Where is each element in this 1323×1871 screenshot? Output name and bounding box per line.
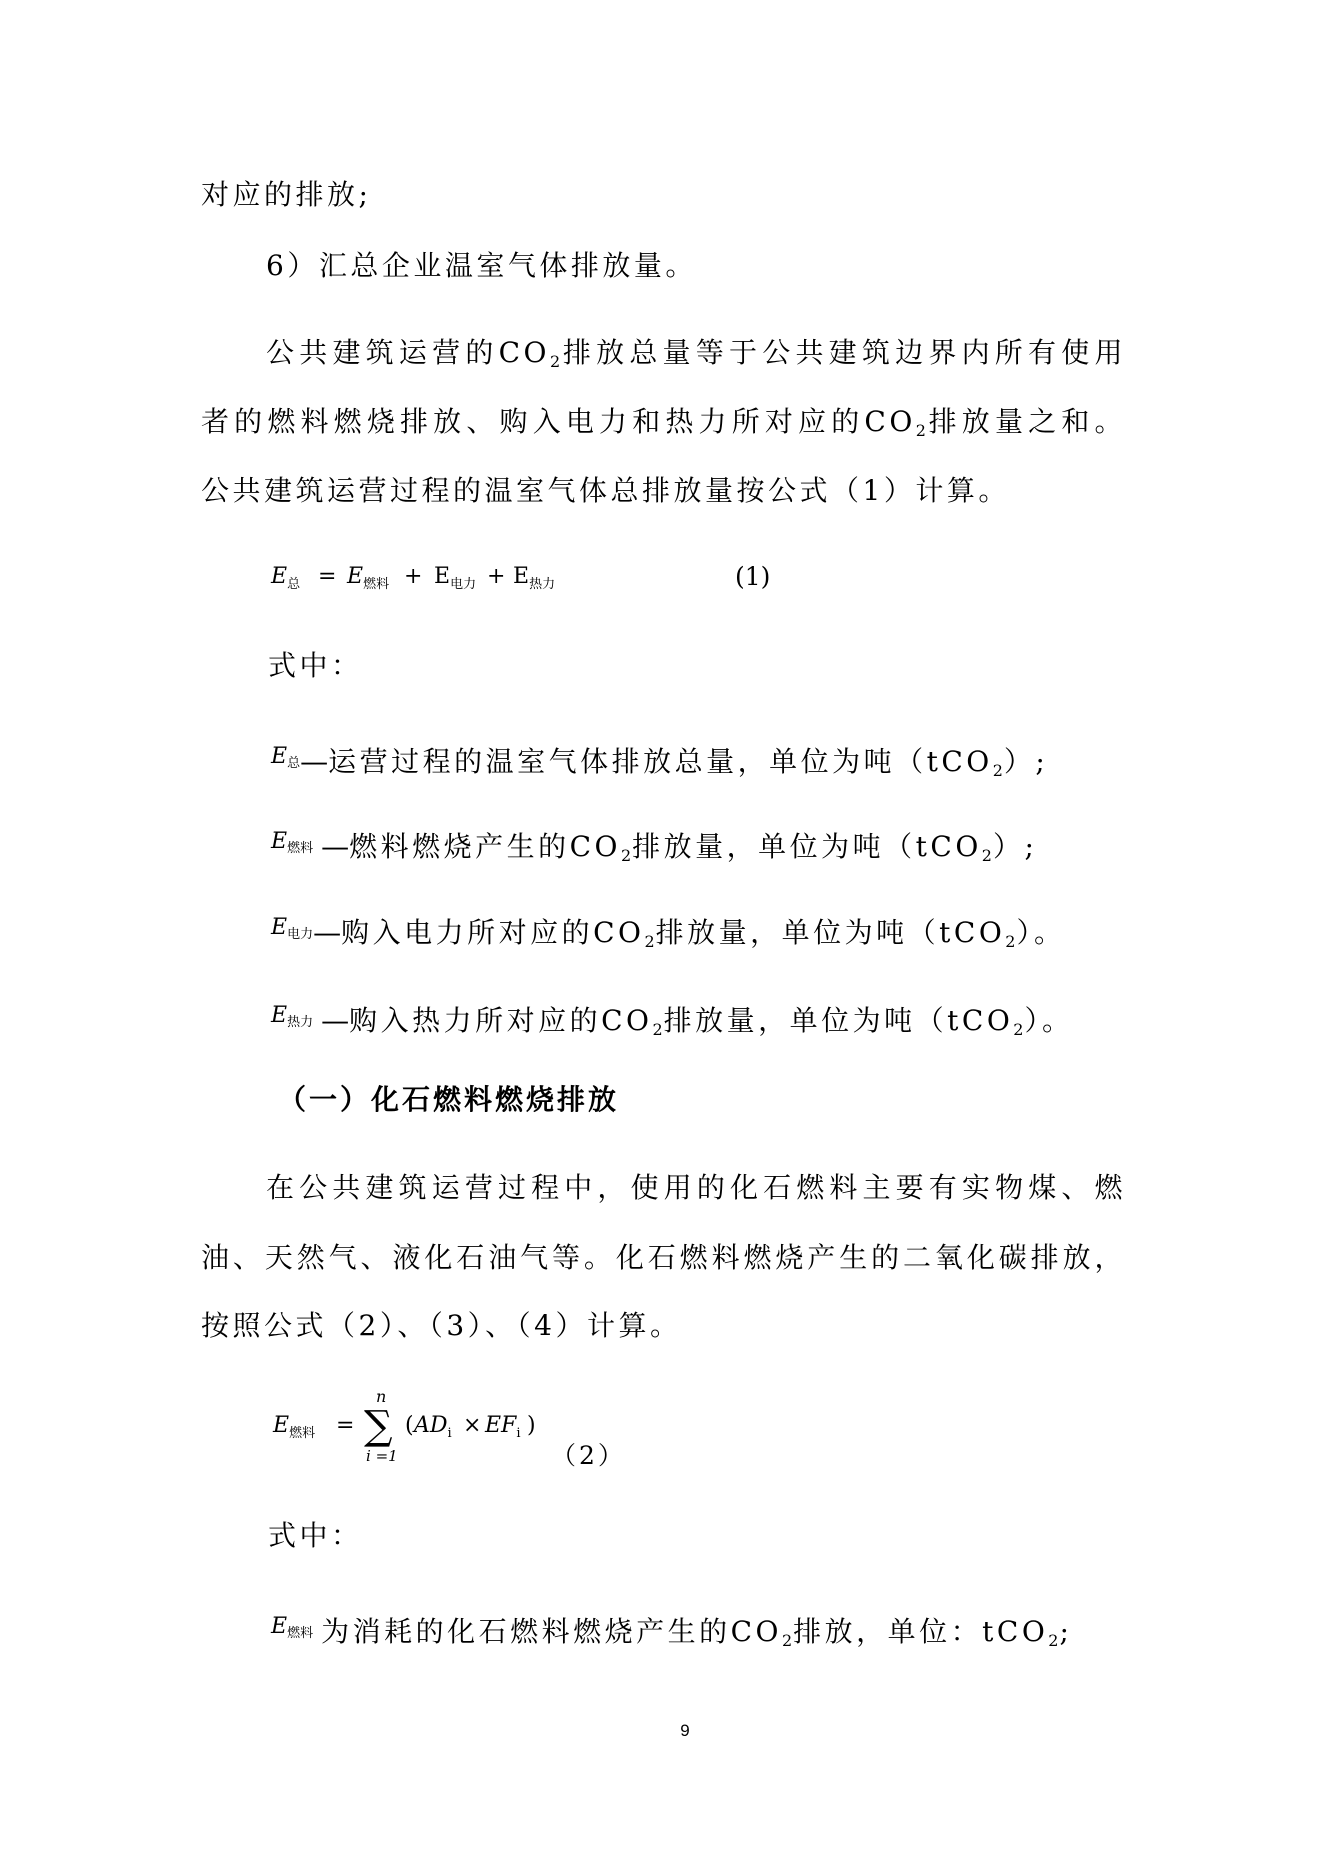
where-label: 式中： xyxy=(268,649,363,682)
formula-symbol: E xyxy=(434,564,451,589)
times-sign: × xyxy=(463,1413,482,1438)
section-heading: （一）化石燃料燃烧排放 xyxy=(278,1083,620,1116)
subscript: 2 xyxy=(992,761,1004,780)
formula-term-heat xyxy=(513,557,555,597)
em-dash: — xyxy=(321,830,350,863)
formula-subscript: 电力 xyxy=(450,577,477,592)
text-line: 对应的排放; xyxy=(201,178,372,211)
definition-subscript: 电力 xyxy=(287,927,314,942)
text-run: ; xyxy=(1059,1615,1073,1648)
text-run: 排放量，单位为吨（tCO xyxy=(655,916,1006,949)
em-dash: — xyxy=(321,1004,350,1037)
text-run: 排放量，单位为吨（tCO xyxy=(663,1004,1014,1037)
formula-number: （2） xyxy=(551,1441,626,1470)
definition-fuel xyxy=(271,822,1038,865)
plus-sign: + xyxy=(487,564,506,589)
definition-subscript: 燃料 xyxy=(287,841,314,856)
text-run: 购入电力所对应的CO xyxy=(341,916,645,949)
definition-electricity xyxy=(271,908,1066,951)
page-number: 9 xyxy=(680,1721,690,1740)
subscript: 2 xyxy=(1005,932,1017,951)
formula-symbol: AD xyxy=(414,1413,448,1438)
text-run: 排放总量等于公共建筑边界内所有使用 xyxy=(561,336,1126,369)
formula-subscript: 总 xyxy=(287,577,301,592)
formula-number: (1) xyxy=(735,562,771,591)
text-run: 者的燃料燃烧排放、购入电力和热力所对应的CO xyxy=(201,405,916,438)
definition-fuel-emission xyxy=(271,1607,1073,1650)
paragraph-total-line-2 xyxy=(201,402,1126,442)
text-run: 排放，单位：tCO xyxy=(793,1615,1049,1648)
formula-1 xyxy=(0,557,1323,597)
paragraph-fossil-line-2: 油、天然气、液化石油气等。化石燃料燃烧产生的二氧化碳排放， xyxy=(201,1241,1126,1274)
subscript: 2 xyxy=(1048,1631,1060,1650)
subscript: 2 xyxy=(915,421,927,440)
formula-subscript: 热力 xyxy=(529,577,556,592)
text-run: ）。 xyxy=(1016,916,1066,949)
paragraph-total-line-3: 公共建筑运营过程的温室气体总排放量按公式（1）计算。 xyxy=(201,474,1010,507)
formula-term-total xyxy=(271,557,300,597)
definition-symbol: E xyxy=(271,1614,288,1639)
text-run: 运营过程的温室气体排放总量，单位为吨（tCO xyxy=(328,745,993,778)
paragraph-fossil-line-1: 在公共建筑运营过程中，使用的化石燃料主要有实物煤、燃 xyxy=(266,1171,1126,1204)
em-dash: — xyxy=(300,745,329,778)
subscript: 2 xyxy=(1013,1020,1025,1039)
formula-subscript: 燃料 xyxy=(289,1426,316,1441)
formula-term-fuel xyxy=(273,1406,315,1446)
plus-sign: + xyxy=(404,564,423,589)
formula-subscript: i xyxy=(447,1426,452,1441)
formula-symbol: E xyxy=(347,564,364,589)
definition-symbol: E xyxy=(271,1003,288,1028)
definition-subscript: 总 xyxy=(287,756,301,771)
definition-subscript: 燃料 xyxy=(287,1626,314,1641)
summation-sign: ∑ xyxy=(364,1403,393,1449)
formula-symbol: E xyxy=(271,564,288,589)
summation-upper-limit: n xyxy=(376,1387,387,1406)
formula-subscript: i xyxy=(516,1426,521,1441)
text-run: 排放量之和。 xyxy=(926,405,1126,438)
text-run: 购入热力所对应的CO xyxy=(349,1004,653,1037)
list-item-6: 6）汇总企业温室气体排放量。 xyxy=(266,249,697,282)
text-run: 为消耗的化石燃料燃烧产生的CO xyxy=(321,1615,782,1648)
subscript: 2 xyxy=(652,1020,664,1039)
subscript: 2 xyxy=(620,846,633,865)
formula-term-fuel xyxy=(347,557,389,597)
definition-symbol: E xyxy=(271,829,288,854)
open-paren: ( xyxy=(405,1413,414,1438)
definition-heat xyxy=(271,996,1074,1039)
text-run: 排放量，单位为吨（tCO xyxy=(632,830,982,863)
em-dash: — xyxy=(313,916,342,949)
formula-2 xyxy=(0,1386,1323,1486)
subscript: 2 xyxy=(644,932,656,951)
text-run: ）; xyxy=(1003,745,1049,778)
paragraph-fossil-line-3: 按照公式（2）、（3）、（4）计算。 xyxy=(201,1309,682,1342)
formula-term-ef xyxy=(485,1406,521,1446)
text-run: ）; xyxy=(992,830,1038,863)
formula-subscript: 燃料 xyxy=(363,577,390,592)
definition-subscript: 热力 xyxy=(287,1015,314,1030)
definition-symbol: E xyxy=(271,915,288,940)
subscript: 2 xyxy=(549,352,562,371)
equals-sign: = xyxy=(336,1413,355,1438)
where-label: 式中： xyxy=(268,1519,363,1552)
text-run: ）。 xyxy=(1024,1004,1074,1037)
definition-symbol: E xyxy=(271,744,288,769)
formula-symbol: E xyxy=(513,564,530,589)
formula-term-ad xyxy=(414,1406,452,1446)
subscript: 2 xyxy=(981,846,993,865)
formula-term-electricity xyxy=(434,557,476,597)
equals-sign: = xyxy=(318,564,337,589)
definition-total xyxy=(271,737,1049,780)
subscript: 2 xyxy=(781,1631,794,1650)
close-paren: ) xyxy=(527,1413,536,1438)
text-run: 公共建筑运营的CO xyxy=(266,336,550,369)
text-run: 燃料燃烧产生的CO xyxy=(349,830,621,863)
formula-symbol: E xyxy=(273,1413,290,1438)
formula-symbol: EF xyxy=(485,1413,517,1438)
paragraph-total-line-1 xyxy=(266,333,1126,373)
summation-lower-limit: i =1 xyxy=(366,1447,398,1465)
